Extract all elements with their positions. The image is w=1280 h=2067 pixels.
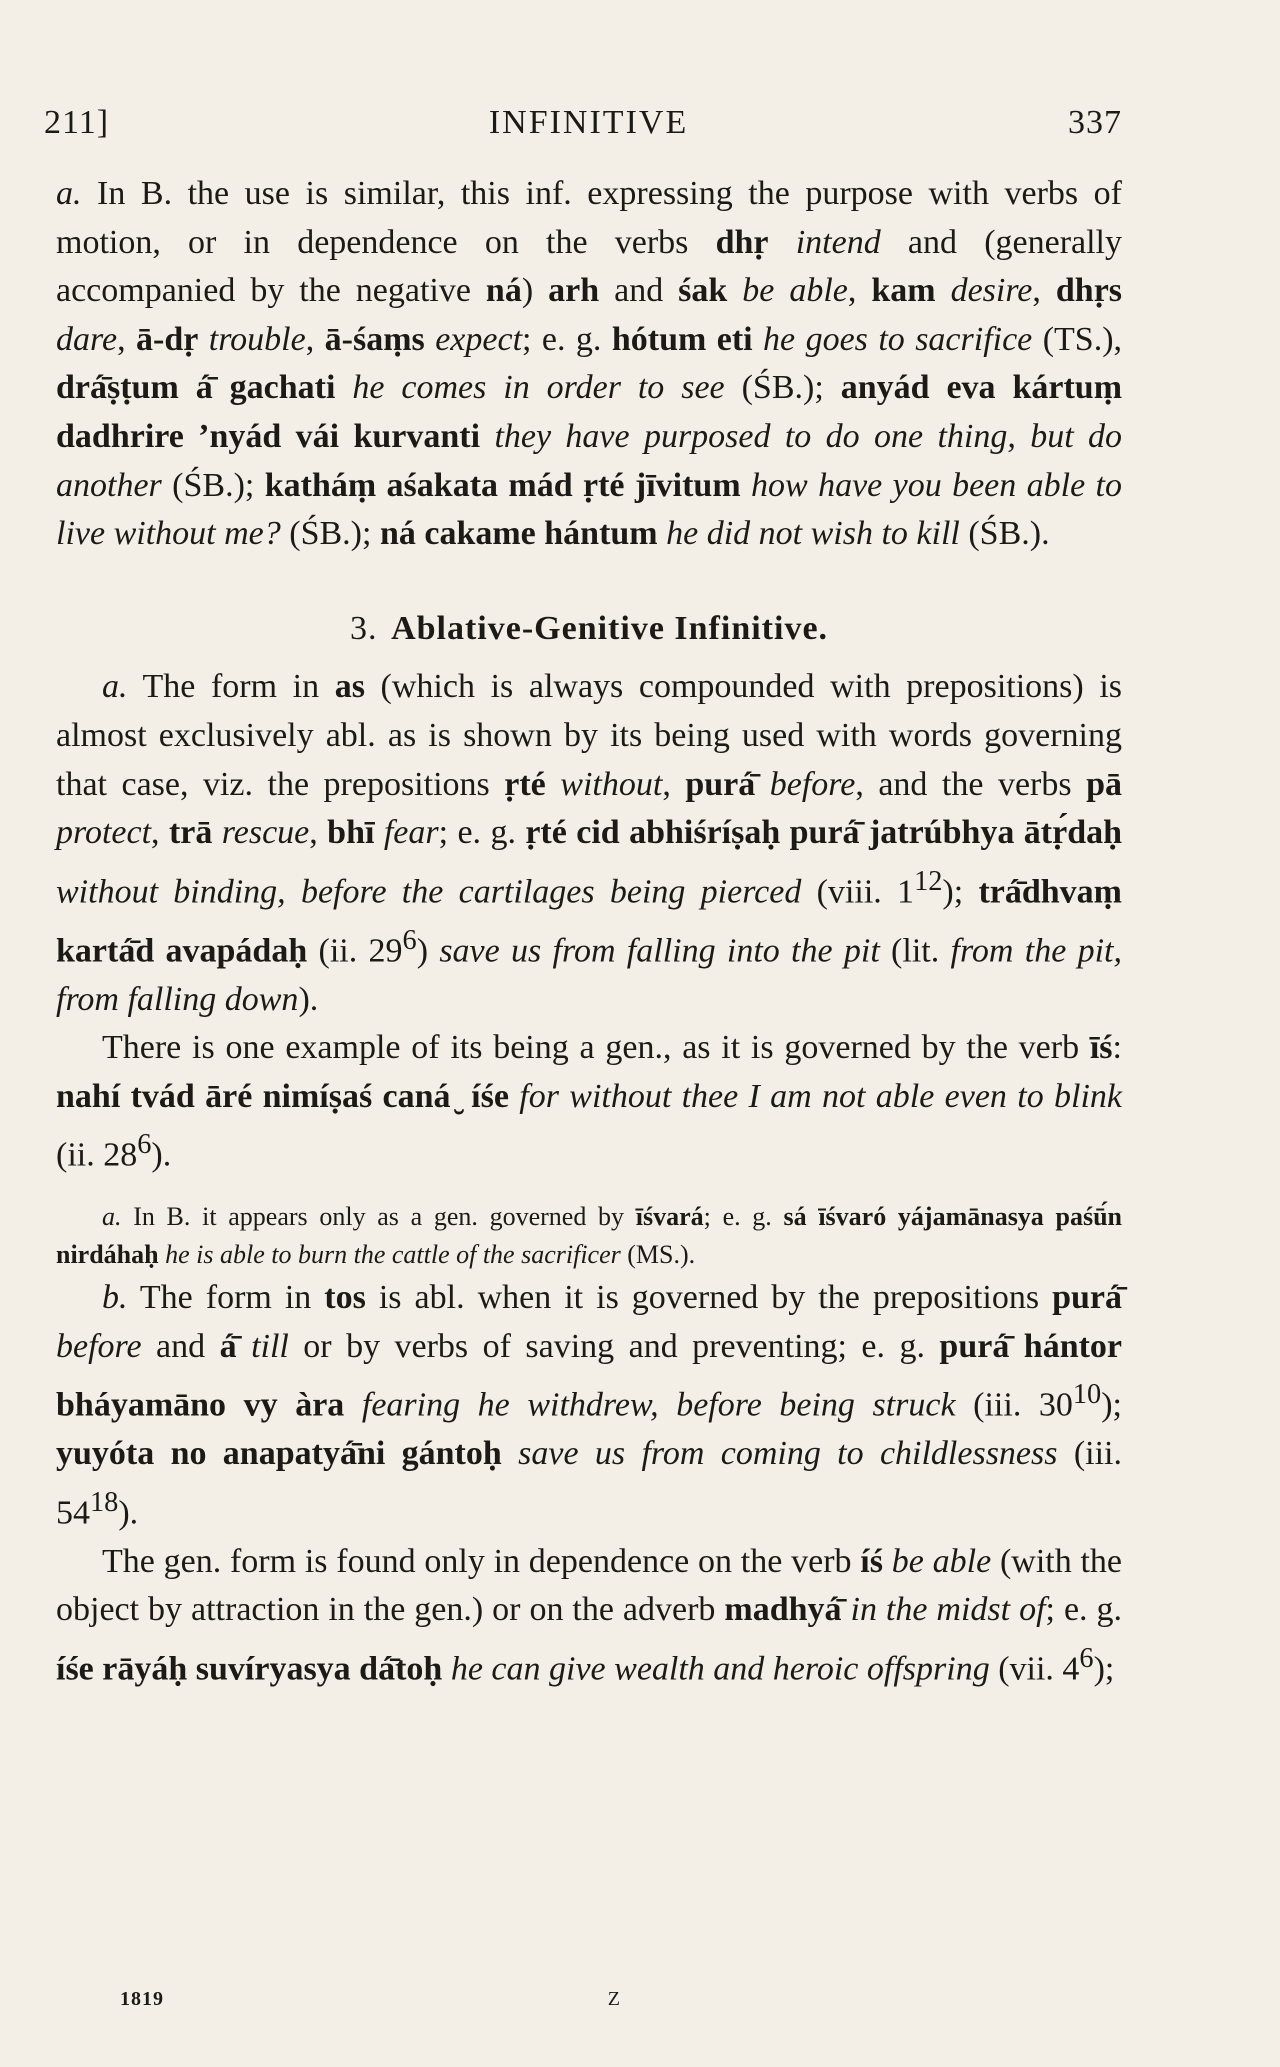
running-title: INFINITIVE <box>488 104 689 141</box>
section-heading <box>56 605 1122 654</box>
paragraph-ablative-as: a. The form in as (which is always compounded with prepositions) is almost exclusively abl. as is shown by its being used with words governing that case, viz. the prepositions ṛté without, purá̄ before, and the verbs pā protect, trā rescue, bhī fear; e. g. ṛté cid abhiśríṣaḥ purá̄ jatrúbhya ātṛ́daḥ without binding, before the cartilages being pierced (viii. $1^{12}$); trá̄dhvaṃ kartá̄d avapádaḥ (ii. $29^6$) save us from falling into the pit (lit. from the pit, from falling down). <box>56 668 1123 1018</box>
signature-letter: Z <box>607 1988 620 2010</box>
page-number: 337 <box>1068 104 1122 141</box>
paragraph-brahmana-genitive-note: a. In B. it appears only as a gen. governed by īśvará; e. g. sá īśvaró yájamānasya paśū́n nirdáhaḥ he is able to burn the cattle of the sacrificer (MS.). <box>56 1202 1123 1270</box>
printer-signature <box>120 1988 620 2011</box>
page-body <box>56 170 1122 1694</box>
paragraph-genitive-tos: The gen. form is found only in dependence on the verb íś be able (with the object by attraction in the gen.) or on the adverb madhyá̄ in the midst of; e. g. íśe rāyáḥ suvíryasya dá̄toḥ he can give wealth and heroic offspring (vii. $4^6$); <box>56 1542 1123 1688</box>
paragraph-genitive-example: There is one example of its being a gen., as it is governed by the verb īś: nahí tvád āré nimíṣaś caná ̮ íśe for without thee I am not able even to blink (ii. $28^6$). <box>56 1029 1122 1174</box>
paragraph-a-brahmana: a. In B. the use is similar, this inf. expressing the purpose with verbs of motion, or in dependence on the verbs dhṛ intend and (generally accompanied by the negative ná) arh and śak be able, kam desire, dhṛs dare, ā-dṛ trouble, ā-śaṃs expect; e. g. hótum eti he goes to sacrifice (TS.), drá̄ṣṭum á̄ gachati he comes in order to see (ŚB.); anyád eva kártuṃ dadhrire ’nyád vái kurvanti they have purposed to do one thing, but do another (ŚB.); katháṃ aśakata mád ṛté jīvitum how have you been able to live without me? (ŚB.); ná cakame hántum he did not wish to kill (ŚB.). <box>56 175 1123 553</box>
signature-number: 1819 <box>120 1988 164 2010</box>
section-number: 211] <box>44 104 110 141</box>
running-header <box>44 104 1122 142</box>
section-heading-title: Ablative-Genitive Infinitive. <box>391 609 829 647</box>
paragraph-b-tos: b. The form in tos is abl. when it is governed by the prepositions purá̄ before and á̄ till or by verbs of saving and preventing; e. g. purá̄ hántor bháyamāno vy àra fearing he withdrew, before being struck (iii. $30^{10}$); yuyóta no anapatyá̄ni gántoḥ save us from coming to childlessness (iii. $54^{18}$). <box>56 1279 1123 1532</box>
section-heading-number: 3. <box>349 609 378 647</box>
